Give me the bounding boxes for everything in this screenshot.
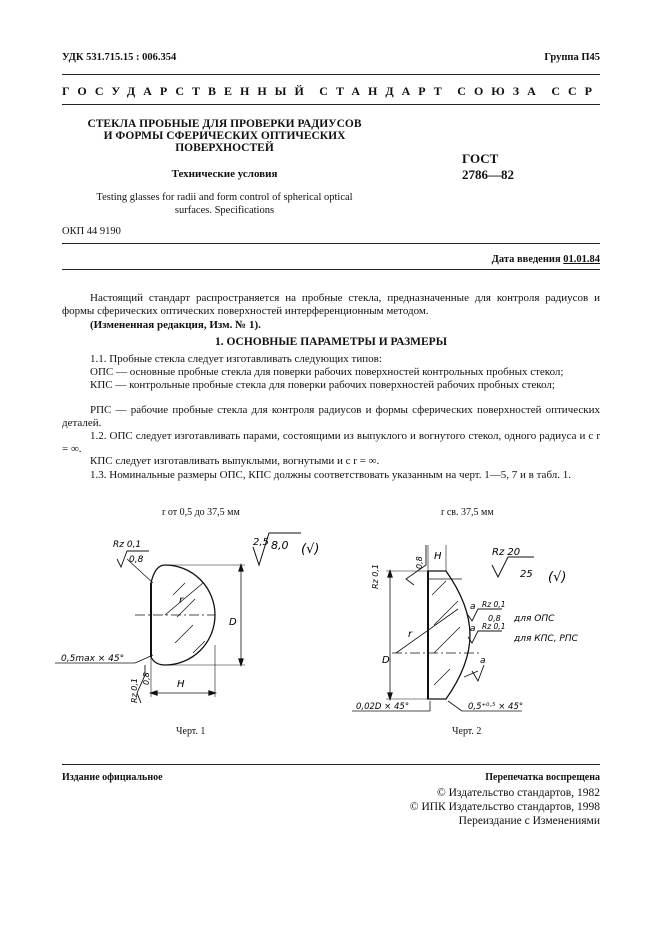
figure-1-drawing bbox=[55, 525, 335, 725]
fig2-legend2-a: a bbox=[470, 624, 476, 634]
fig2-legend1-a: a bbox=[470, 602, 476, 612]
fig1-chamfer: 0,5max × 45° bbox=[61, 654, 125, 664]
header-rule-bottom bbox=[62, 104, 600, 105]
fig1-caption: Черт. 1 bbox=[176, 726, 206, 737]
fig1-rough-bottom-val: 0,8 bbox=[142, 672, 151, 685]
banner-word-4: ССР bbox=[551, 84, 600, 98]
para-kps: КПС — контрольные пробные стекла для поверки рабочих поверхностей рабочих пробных стекол; bbox=[90, 379, 555, 391]
para-1-3: 1.3. Номинальные размеры ОПС, КПС должны соответствовать указанным на черт. 1—5, 7 и в табл. 1. bbox=[90, 469, 572, 481]
banner-word-1: ГОСУДАРСТВЕННЫЙ bbox=[62, 84, 312, 98]
figure-2-drawing bbox=[352, 525, 612, 725]
english-title-line-2: surfaces. Specifications bbox=[174, 204, 275, 216]
fig2-rough-left: Rz 0,1 bbox=[371, 563, 380, 589]
fig1-rough-main-val: 8,0 bbox=[271, 539, 289, 552]
fig2-dim-H: H bbox=[434, 551, 442, 562]
copyright-1982: © Издательство стандартов, 1982 bbox=[436, 787, 600, 799]
fig1-dim-D: D bbox=[229, 617, 237, 628]
fig1-dim-H: H bbox=[177, 679, 185, 690]
header-rule-top bbox=[62, 74, 600, 75]
introduction-date-label: Дата введения bbox=[491, 254, 561, 265]
fig2-dim-D: D bbox=[382, 655, 390, 666]
para-1-2a: 1.2. ОПС следует изготавливать парами, состоящими из выпуклого и вогнутого стекол, одного радиуса и с r = ∞. bbox=[62, 430, 600, 456]
copyright-1998: © ИПК Издательство стандартов, 1998 bbox=[409, 801, 600, 813]
footer-rule bbox=[62, 764, 600, 765]
reissue-note: Переиздание с Изменениями bbox=[458, 815, 600, 827]
fig2-range: r св. 37,5 мм bbox=[441, 507, 494, 518]
fig2-legend1-rz: Rz 0,1 bbox=[482, 600, 506, 609]
edit-note: (Измененная редакция, Изм. № 1). bbox=[90, 319, 261, 331]
document-subtitle: Технические условия bbox=[171, 168, 278, 180]
fig2-legend2-rz: Rz 0,1 bbox=[482, 622, 506, 631]
english-title bbox=[62, 192, 387, 217]
okp-code: ОКП 44 9190 bbox=[62, 226, 121, 237]
fig2-rough-main: Rz 20 bbox=[492, 547, 521, 558]
copyright-block bbox=[410, 786, 600, 828]
fig2-rough-main-val: 25 bbox=[520, 569, 533, 580]
para-ops: ОПС — основные пробные стекла для поверки рабочих поверхностей контрольных пробных стекол; bbox=[90, 366, 564, 378]
fig1-rough-main-top: 2,5 bbox=[253, 537, 269, 548]
date-rule bbox=[62, 269, 600, 270]
para-1-2b: КПС следует изготавливать выпуклыми, вогнутыми и с r = ∞. bbox=[90, 455, 380, 467]
title-line-1: СТЕКЛА ПРОБНЫЕ ДЛЯ ПРОВЕРКИ РАДИУСОВ bbox=[87, 118, 362, 130]
fig2-rough-left-val: 0,8 bbox=[415, 556, 424, 569]
fig2-legend1-text: для ОПС bbox=[514, 614, 555, 624]
english-title-line-1: Testing glasses for radii and form control of spherical optical bbox=[96, 192, 353, 203]
udk-code: УДК 531.715.15 : 006.354 bbox=[62, 52, 177, 63]
fig2-dim-r: r bbox=[408, 629, 413, 640]
reprint-prohibited: Перепечатка воспрещена bbox=[485, 772, 600, 783]
title-line-3: ПОВЕРХНОСТЕЙ bbox=[175, 142, 274, 154]
document-title bbox=[62, 118, 387, 154]
fig1-rough-bottom: Rz 0,1 bbox=[130, 677, 139, 703]
fig1-rough-top-val: 0,8 bbox=[129, 555, 144, 565]
para-rps: РПС — рабочие пробные стекла для контроля радиусов и формы сферических поверхностей оптических деталей. bbox=[62, 404, 600, 430]
fig2-chamfer-right: 0,5⁺⁰·⁵ × 45° bbox=[468, 702, 524, 712]
fig2-caption: Черт. 2 bbox=[452, 726, 482, 737]
okp-rule bbox=[62, 243, 600, 244]
banner-word-2: СТАНДАРТ bbox=[319, 84, 450, 98]
fig1-rough-main-suffix: (√) bbox=[301, 542, 320, 557]
official-edition: Издание официальное bbox=[62, 772, 163, 783]
intro-paragraph: Настоящий стандарт распространяется на пробные стекла, предназначенные для контроля радиусов и формы сферических оптических поверхностей интерференционным методом. bbox=[62, 292, 600, 318]
section-title: 1. ОСНОВНЫЕ ПАРАМЕТРЫ И РАЗМЕРЫ bbox=[214, 336, 448, 348]
fig2-mark-a: a bbox=[480, 656, 486, 666]
introduction-date bbox=[492, 254, 600, 265]
gost-label: ГОСТ bbox=[462, 151, 499, 166]
group-code: Группа П45 bbox=[544, 52, 600, 63]
fig2-lens-outline bbox=[428, 571, 470, 699]
state-standard-banner bbox=[62, 84, 600, 99]
fig2-rough-main-suffix: (√) bbox=[548, 570, 567, 585]
gost-number: 2786—82 bbox=[462, 167, 514, 182]
fig2-legend1-val: 0,8 bbox=[488, 614, 501, 623]
fig1-dim-r: r bbox=[179, 595, 184, 606]
fig1-range: r от 0,5 до 37,5 мм bbox=[162, 507, 240, 518]
title-line-2: И ФОРМЫ СФЕРИЧЕСКИХ ОПТИЧЕСКИХ bbox=[103, 130, 346, 142]
fig2-legend2-text: для КПС, РПС bbox=[514, 634, 578, 644]
banner-word-3: СОЮЗА bbox=[457, 84, 544, 98]
introduction-date-value: 01.01.84 bbox=[563, 254, 600, 265]
para-1-1: 1.1. Пробные стекла следует изготавливать следующих типов: bbox=[90, 353, 382, 365]
fig2-chamfer-left: 0,02D × 45° bbox=[356, 702, 410, 712]
fig1-rough-top: Rz 0,1 bbox=[113, 540, 142, 550]
